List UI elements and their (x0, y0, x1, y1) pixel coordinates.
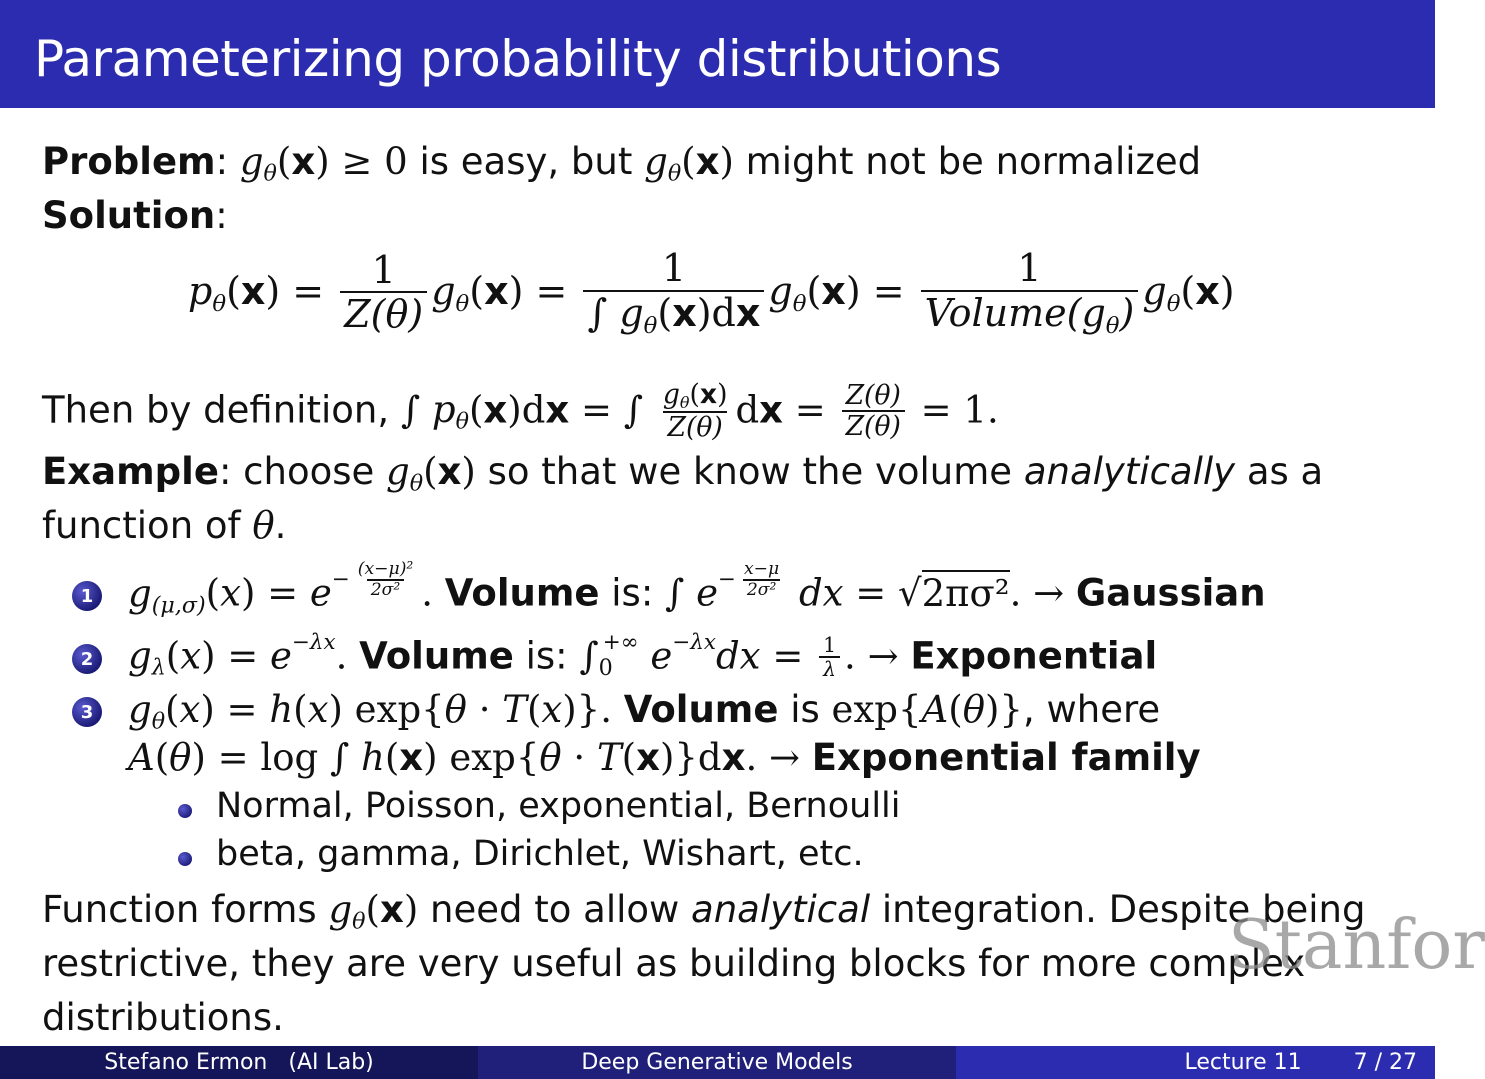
item-1-result: Gaussian (1075, 571, 1266, 615)
conclusion-text-2: need to allow (418, 888, 692, 931)
conclusion-line-1: Function forms $g_\theta(x)$ need to allow analytical integration. Despite being (42, 888, 1366, 935)
example-text-3: as a (1235, 450, 1324, 493)
footer-lecture-info (956, 1046, 1435, 1079)
item-1-gaussian: $g_{(\mu,\sigma)}(x) = e^{- \frac{\text{(x−μ)²}}{\text{2σ²}}}$ . Volume is: ∫ $e^{- \frac{x-\mu}{\text{2σ²}}}$ dx = √2πσ². → Gaussian (128, 559, 1266, 619)
conclusion-text-1: Function forms (42, 888, 329, 931)
conclusion-text-3: integration. Despite being (870, 888, 1366, 931)
conclusion-line-3: distributions. (42, 996, 284, 1039)
sub-bullet-1-dot (178, 804, 192, 818)
item-1-volume-is: is: (599, 571, 666, 615)
footer-author: Stefano Ermon (AI Lab) (0, 1046, 478, 1079)
conclusion-italic: analytical (691, 888, 871, 931)
conclusion-line-2: restrictive, they are very useful as building blocks for more complex (42, 942, 1306, 985)
normalization-equation: $p_\theta(x)$ = $\frac{1}{Z(\theta)}$ $g_\theta(x)$ = $\frac{1}{\int g_\theta(x)dx}$ $g_\theta(x)$ = $\frac{1}{Volume(g_\theta)}$ $g_\theta(x)$ (188, 246, 1235, 339)
item-2-volume-is: is: (513, 634, 580, 678)
footer-lecture: Lecture 11 (1184, 1050, 1302, 1075)
item-3-line-2: A(θ) = log ∫ h(x) exp{θ · T(x)}dx. → Exponential family (128, 736, 1201, 779)
definition-line: Then by definition, ∫ $p_\theta(x)dx$ = ∫ $\frac{g_\theta(x)}{Z(\theta)}$ dx = $\frac{Z(\theta)}{Z(\theta)}$ = 1. (42, 379, 999, 444)
item-2-result: Exponential (910, 634, 1158, 678)
example-label: Example (42, 450, 219, 493)
sub-bullet-1: Normal, Poisson, exponential, Bernoulli (216, 786, 901, 826)
sub-bullet-2: beta, gamma, Dirichlet, Wishart, etc. (216, 834, 864, 874)
problem-line: Problem: $g_\theta(x) \ge 0$ is easy, but $g_\theta(x)$ might not be normalized (42, 140, 1202, 187)
problem-text-2: might not be normalized (733, 140, 1202, 183)
fraction-3: $\frac{1}{Volume(g_\theta)}$ (921, 248, 1139, 339)
slide-title: Parameterizing probability distributions (34, 30, 1002, 88)
item-2-volume-label: Volume (359, 634, 514, 678)
example-line2-text: function of (42, 504, 253, 547)
fraction-1: $\frac{1}{Z(\theta)}$ (340, 250, 427, 337)
item-1-bullet: 1 (72, 581, 102, 611)
title-bar (0, 0, 1435, 108)
sub-bullet-2-dot (178, 852, 192, 866)
example-italic: analytically (1023, 450, 1236, 493)
solution-line: Solution: (42, 194, 228, 237)
definition-text: Then by definition, (42, 388, 401, 432)
item-2-exponential: $g_\lambda(x) = e^{-\lambda x}$. Volume is: $\int_0^{+\infty}$ $e^{-\lambda x}dx$ = $\frac{1}{\lambda}$ . → Exponential (128, 630, 1158, 682)
item-3-exponential-family: $g_\theta(x) = h(x) \exp\{\theta \cdot T(x)\}$. Volume is exp{A(θ)}, where (128, 688, 1161, 735)
stanford-watermark: Stanfor (1228, 906, 1485, 985)
example-text-1: : choose (218, 450, 387, 493)
item-3-bullet: 3 (72, 697, 102, 727)
solution-label: Solution (42, 194, 216, 237)
footer-bar (0, 1046, 1435, 1079)
item-3-volume-is: is (778, 688, 832, 731)
footer-page-number: 7 / 27 (1353, 1050, 1417, 1075)
fraction-2: $\frac{1}{\int g_\theta(x)dx}$ (583, 248, 764, 339)
footer-course: Deep Generative Models (478, 1046, 956, 1079)
item-3-where: , where (1022, 688, 1161, 731)
item-3-result: Exponential family (811, 736, 1201, 779)
example-line: Example: choose $g_\theta(x)$ so that we know the volume analytically as a (42, 450, 1324, 497)
example-text-2: so that we know the volume (475, 450, 1024, 493)
item-1-volume-label: Volume (444, 571, 600, 615)
item-2-bullet: 2 (72, 644, 102, 674)
example-line-2: function of θ. (42, 504, 287, 547)
problem-label: Problem (42, 140, 216, 183)
item-3-volume-label: Volume (623, 688, 779, 731)
problem-text-1: is easy, but (407, 140, 645, 183)
